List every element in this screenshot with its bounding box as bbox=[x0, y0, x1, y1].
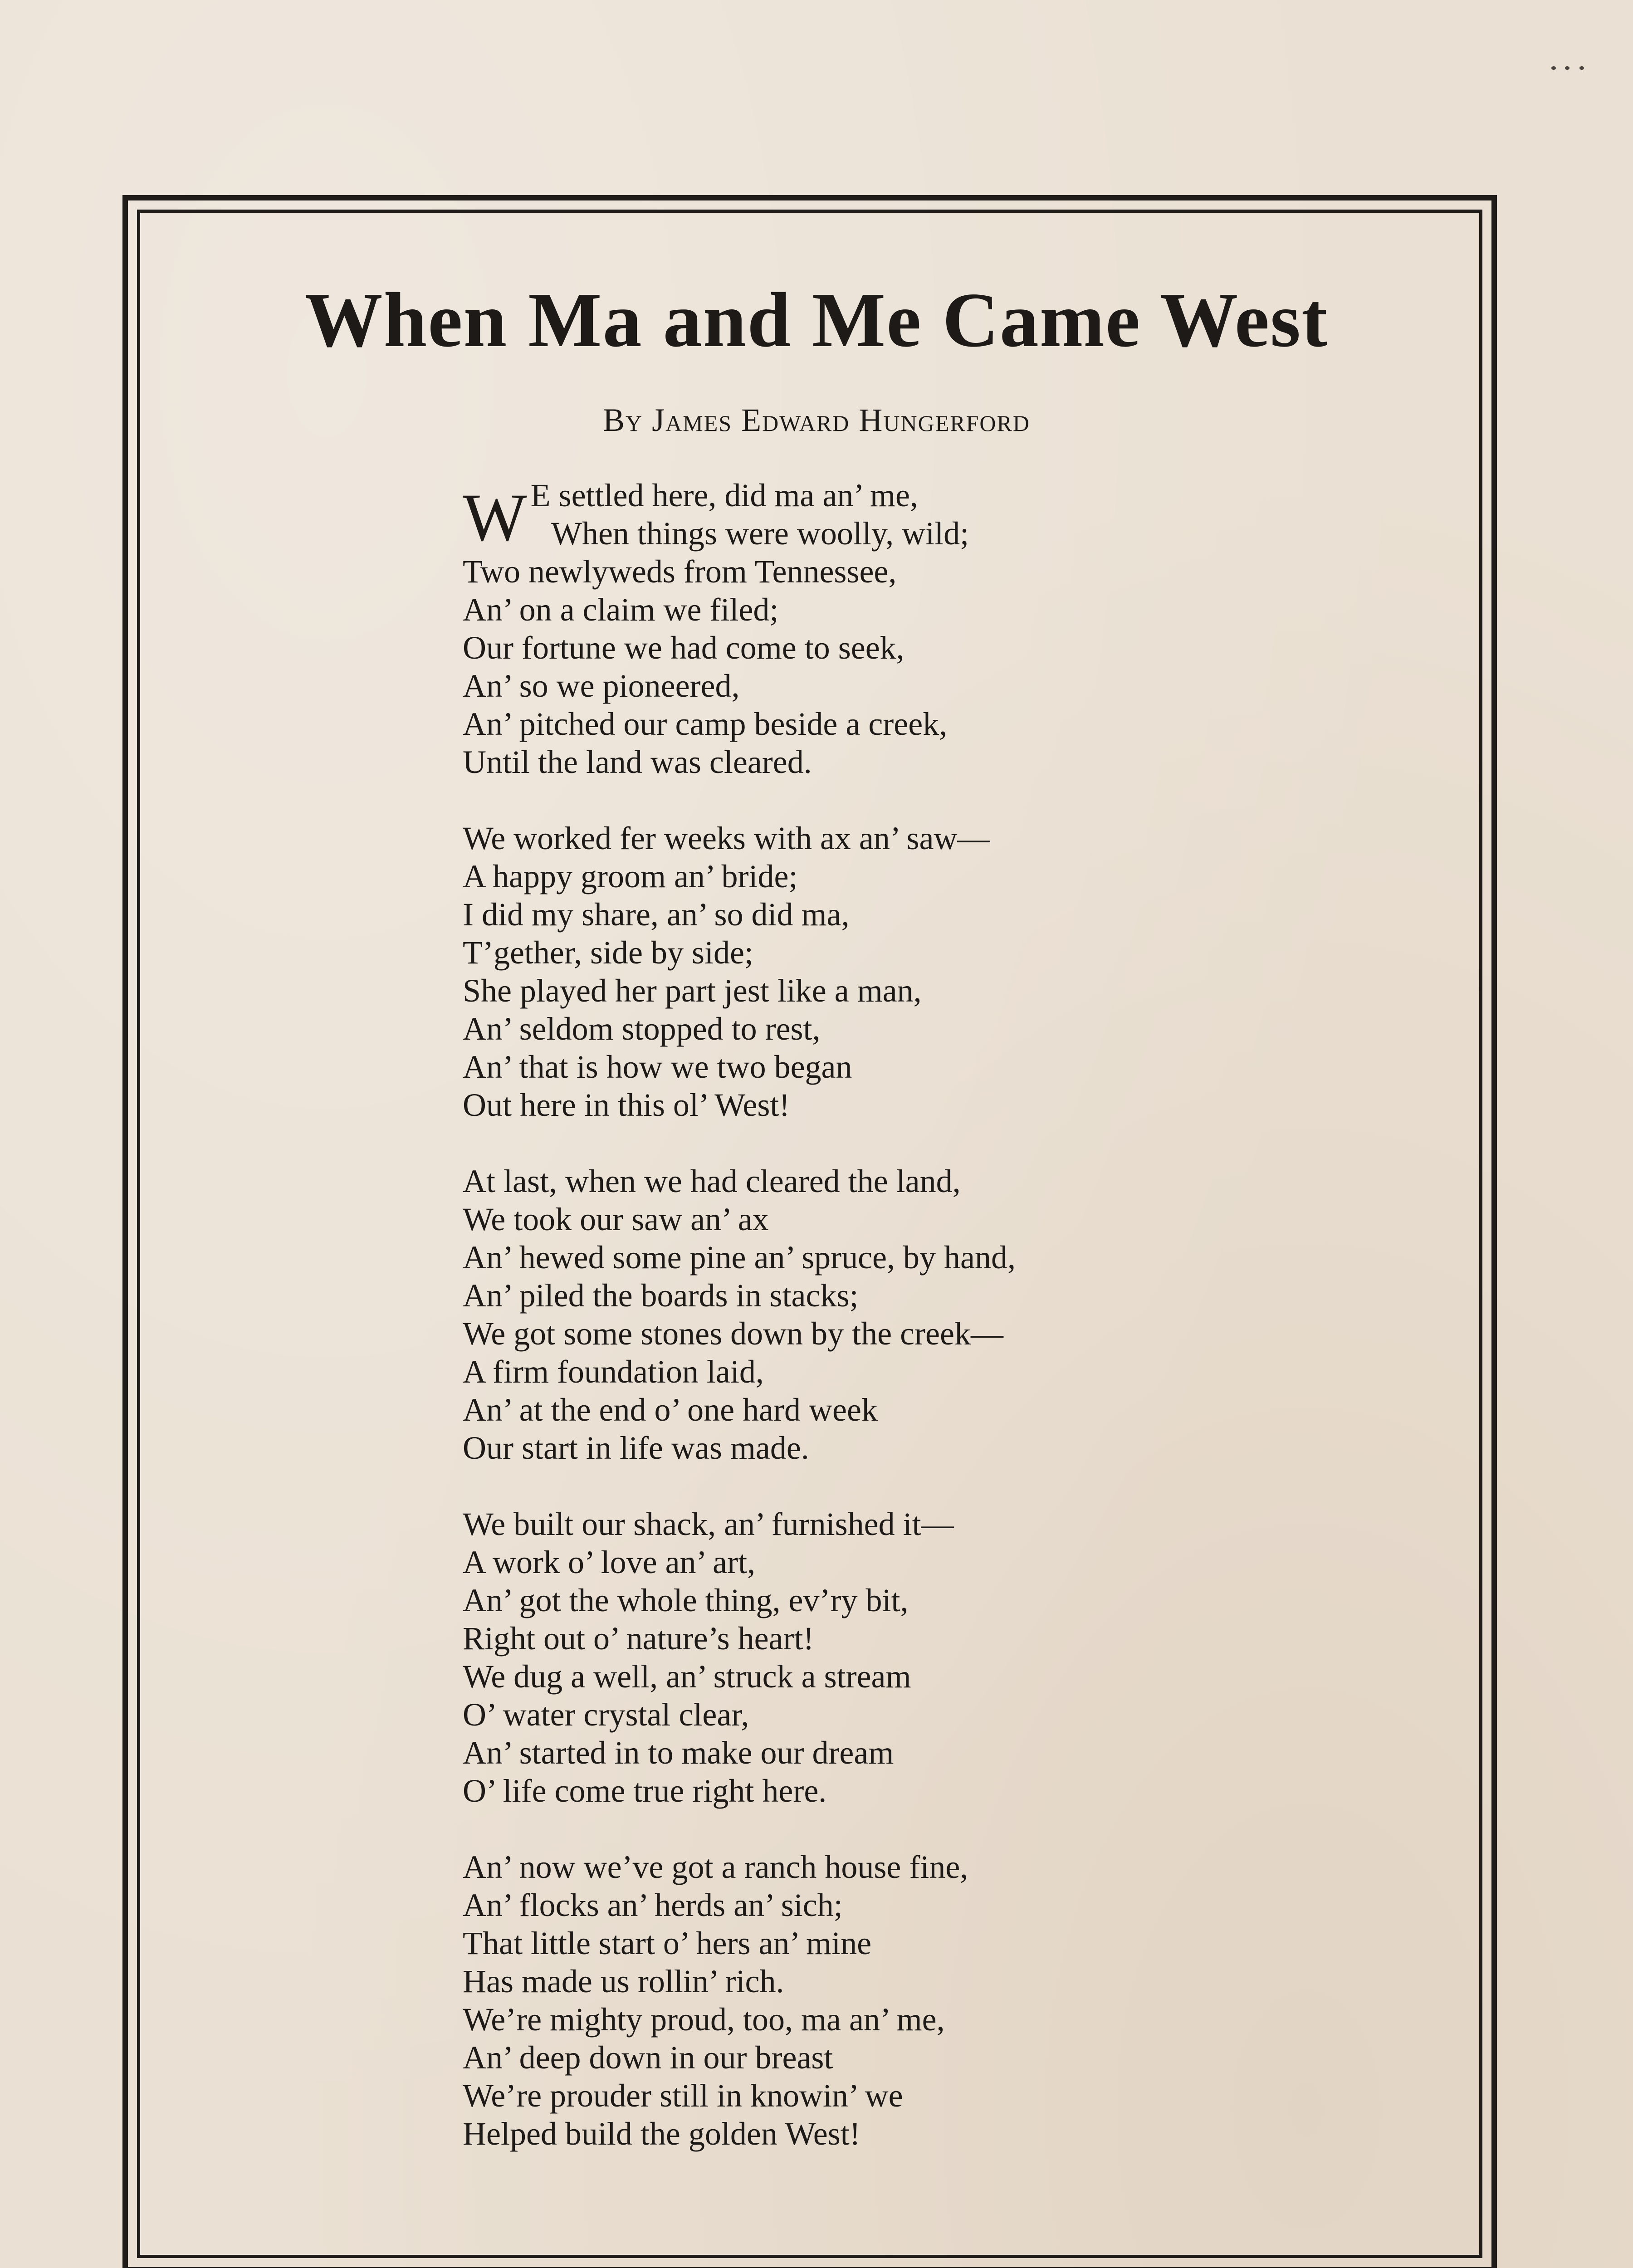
poem-line: That little start o’ hers an’ mine bbox=[463, 1925, 872, 1961]
stanza bbox=[463, 1162, 1234, 1467]
poem-line: An’ at the end o’ one hard week bbox=[463, 1392, 878, 1428]
poem-line: An’ got the whole thing, ev’ry bit, bbox=[463, 1582, 909, 1618]
poem-line: An’ on a claim we filed; bbox=[463, 591, 779, 628]
poem-line: We dug a well, an’ struck a stream bbox=[463, 1658, 911, 1695]
stanza bbox=[463, 1848, 1234, 2153]
poem-line: Has made us rollin’ rich. bbox=[463, 1963, 784, 1999]
poem-line: She played her part jest like a man, bbox=[463, 973, 922, 1009]
poem-body bbox=[463, 476, 1234, 2153]
poem-line: An’ now we’ve got a ranch house fine, bbox=[463, 1849, 968, 1885]
poem-line: T’gether, side by side; bbox=[463, 934, 753, 971]
poem-line: O’ life come true right here. bbox=[463, 1773, 827, 1809]
poem-line: We built our shack, an’ furnished it— bbox=[463, 1506, 954, 1542]
poem-line: Our fortune we had come to seek, bbox=[463, 630, 905, 666]
poem-line: An’ started in to make our dream bbox=[463, 1735, 894, 1771]
poem-line: Our start in life was made. bbox=[463, 1430, 809, 1466]
poem-line: An’ seldom stopped to rest, bbox=[463, 1011, 821, 1047]
poem-line: Two newlyweds from Tennessee, bbox=[463, 553, 897, 590]
poem-line: Until the land was cleared. bbox=[463, 744, 812, 780]
poem-line: A firm foundation laid, bbox=[463, 1354, 764, 1390]
poem-line: We worked fer weeks with ax an’ saw— bbox=[463, 820, 990, 856]
stanza bbox=[463, 476, 1234, 781]
poem-line: Right out o’ nature’s heart! bbox=[463, 1620, 814, 1657]
poem-line: An’ flocks an’ herds an’ sich; bbox=[463, 1887, 843, 1923]
poem-line: An’ piled the boards in stacks; bbox=[463, 1277, 859, 1314]
poem-line: We took our saw an’ ax bbox=[463, 1201, 769, 1237]
poem-line: We got some stones down by the creek— bbox=[463, 1315, 1003, 1352]
paper-specks bbox=[1551, 64, 1592, 73]
byline: By James Edward Hungerford bbox=[603, 402, 1030, 438]
poem-title: When Ma and Me Came West bbox=[304, 277, 1329, 363]
poem-line: We’re prouder still in knowin’ we bbox=[463, 2077, 903, 2114]
poem-line: O’ water crystal clear, bbox=[463, 1696, 749, 1733]
poem-line: An’ pitched our camp beside a creek, bbox=[463, 706, 948, 742]
stanza bbox=[463, 1505, 1234, 1810]
poem-line: A happy groom an’ bride; bbox=[463, 858, 798, 894]
poem-line: An’ that is how we two began bbox=[463, 1049, 852, 1085]
stanza bbox=[463, 819, 1234, 1124]
poem-line: We’re mighty proud, too, ma an’ me, bbox=[463, 2001, 945, 2038]
poem-line: I did my share, an’ so did ma, bbox=[463, 896, 850, 933]
poem-line: Out here in this ol’ West! bbox=[463, 1087, 790, 1123]
poem-line: At last, when we had cleared the land, bbox=[463, 1163, 961, 1199]
poem-line: A work o’ love an’ art, bbox=[463, 1544, 756, 1580]
poem-line: When things were woolly, wild; bbox=[551, 515, 969, 552]
drop-cap: W bbox=[463, 480, 527, 555]
poem-line: Helped build the golden West! bbox=[463, 2116, 861, 2152]
poem-line: An’ deep down in our breast bbox=[463, 2039, 833, 2076]
poem-line: An’ hewed some pine an’ spruce, by hand, bbox=[463, 1239, 1016, 1276]
poem-line: An’ so we pioneered, bbox=[463, 668, 740, 704]
poem-line: E settled here, did ma an’ me, bbox=[530, 477, 918, 513]
